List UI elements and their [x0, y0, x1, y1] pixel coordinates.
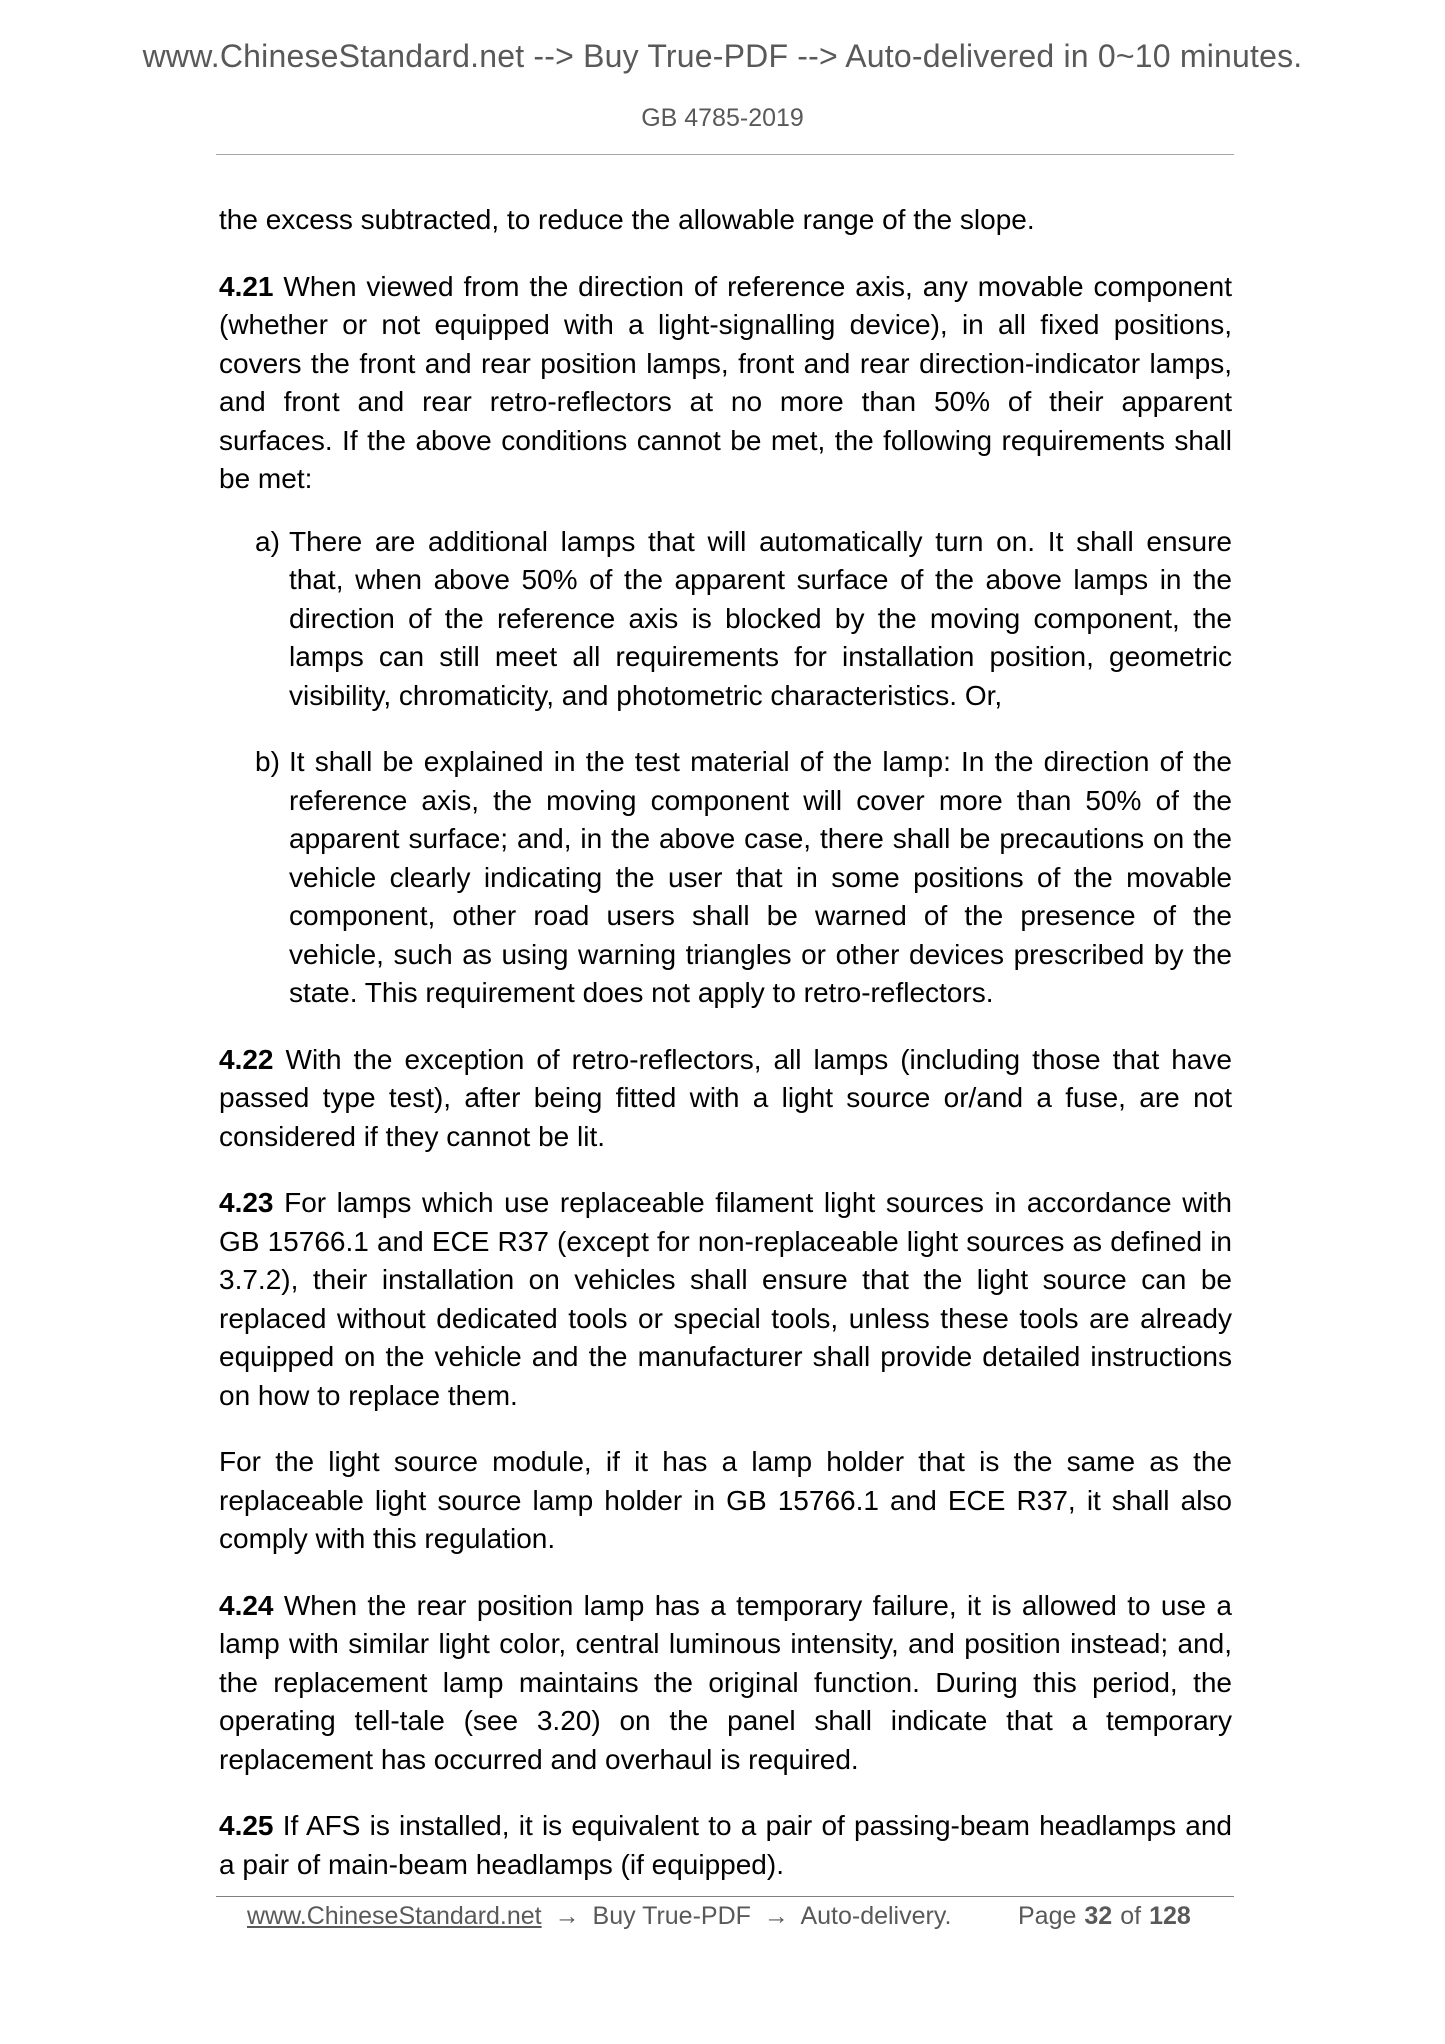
list-text: There are additional lamps that will automatically turn on. It shall ensure that, when above 50% of the apparent surface of the above lamps in the direction of the reference axis is blocked by the moving component, the lamps can still meet all requirements for installation position, geometric visibility, chromaticity, and photometric characteristics. Or,: [289, 525, 1232, 711]
clause-4-23: [219, 1184, 1232, 1415]
page-number: 32: [1084, 1902, 1113, 1930]
clause-4-22: [219, 1041, 1232, 1157]
header-divider: [216, 154, 1234, 155]
clause-text: When viewed from the direction of reference axis, any movable component (whether or not equipped with a light-signalling device), in all fixed positions, covers the front and rear position lamps, front and rear direction-indicator lamps, and front and rear retro-reflectors at no more than 50% of their apparent surfaces. If the above conditions cannot be met, the following requirements shall be met:: [219, 270, 1232, 494]
footer-divider: [216, 1896, 1234, 1897]
clause-number: 4.23: [219, 1187, 274, 1218]
page-label: Page: [1018, 1902, 1077, 1930]
footer-buy-text: Buy True-PDF: [592, 1902, 751, 1930]
page-content: [219, 201, 1232, 1912]
document-code: GB 4785-2019: [641, 104, 804, 132]
clause-text: For lamps which use replaceable filament light sources in accordance with GB 15766.1 and ECE R37 (except for non-replaceable light sources as defined in 3.7.2), their installation on vehicles shall ensure that the light source can be replaced without dedicated tools or special tools, unless these tools are already equipped on the vehicle and the manufacturer shall provide detailed instructions on how to replace them.: [219, 1187, 1232, 1411]
page-total: 128: [1149, 1902, 1191, 1930]
of-label: of: [1120, 1902, 1142, 1930]
continuation-paragraph: the excess subtracted, to reduce the allowable range of the slope.: [219, 204, 1035, 235]
list-item: [255, 743, 1232, 1013]
footer-site-link[interactable]: www.ChineseStandard.net: [247, 1902, 542, 1930]
clause-number: 4.21: [219, 270, 274, 302]
page-footer: [247, 1902, 1227, 1931]
clause-4-21: [219, 268, 1232, 499]
list-text: It shall be explained in the test material of the lamp: In the direction of the reference axis, the moving component will cover more than 50% of the apparent surface; and, in the above case, there shall be precautions on the vehicle clearly indicating the user that in some positions of the movable component, other road users shall be warned of the presence of the vehicle, such as using warning triangles or other devices prescribed by the state. This requirement does not apply to retro-reflectors.: [289, 746, 1232, 1008]
site-banner: www.ChineseStandard.net --> Buy True-PDF --> Auto-delivered in 0~10 minutes.: [142, 38, 1303, 74]
footer-delivery-text: Auto-delivery.: [800, 1902, 952, 1930]
list-item: [255, 523, 1232, 716]
clause-text: With the exception of retro-reflectors, all lamps (including those that have passed type test), after being fitted with a light source or/and a fuse, are not considered if they cannot be lit.: [219, 1043, 1233, 1152]
arrow-right-icon: →: [554, 1902, 580, 1930]
clause-text: When the rear position lamp has a temporary failure, it is allowed to use a lamp with similar light color, central luminous intensity, and position instead; and, the replacement lamp maintains the original function. During this period, the operating tell-tale (see 3.20) on the panel shall indicate that a temporary replacement has occurred and overhaul is required.: [219, 1589, 1233, 1775]
clause-4-25: [219, 1807, 1232, 1884]
clause-number: 4.25: [219, 1810, 274, 1841]
page-indicator: [1018, 1902, 1199, 1931]
clause-text: If AFS is installed, it is equivalent to a pair of passing-beam headlamps and a pair of main-beam headlamps (if equipped).: [219, 1810, 1233, 1880]
list-label: b): [255, 746, 280, 777]
list-label: a): [255, 525, 280, 557]
clause-4-23-paragraph-2: For the light source module, if it has a lamp holder that is the same as the replaceable light source lamp holder in GB 15766.1 and ECE R37, it shall also comply with this regulation.: [219, 1446, 1232, 1554]
clause-4-24: [219, 1587, 1232, 1780]
arrow-right-icon: →: [763, 1902, 789, 1930]
clause-number: 4.24: [219, 1589, 274, 1621]
clause-number: 4.22: [219, 1043, 274, 1075]
